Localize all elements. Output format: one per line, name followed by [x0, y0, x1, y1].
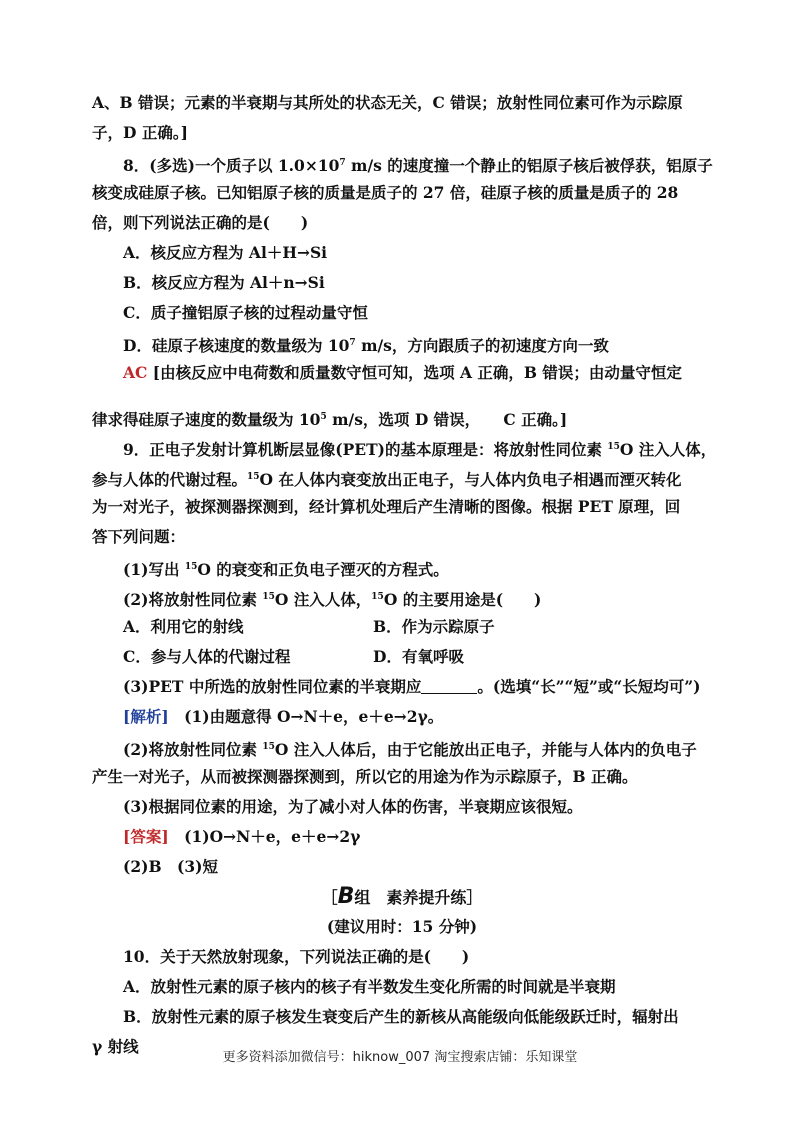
jiexi-sup: 15	[262, 742, 275, 752]
section-title: 组 素养提升练	[354, 888, 467, 907]
section-b-heading	[92, 882, 712, 912]
section-bracket-left: ［	[321, 888, 338, 907]
q9-stem-2b: O 在人体内衰变放出正电子，与人体内负电子相遇而湮灭转化	[259, 470, 682, 489]
q8-answer-line-2	[92, 402, 712, 432]
q9-options-cd	[92, 642, 712, 672]
q8-answer-line-1	[92, 358, 712, 388]
prev-answer-text-2: 子，D 正确。]	[92, 123, 188, 142]
q8-stem-line-3	[92, 208, 712, 238]
q8-option-d	[92, 328, 712, 358]
q9-option-c: C．参与人体的代谢过程	[123, 647, 291, 666]
q9-options-ab	[92, 612, 712, 642]
jiexi-text-2b: O 注入人体后，由于它能放出正电子，并能与人体内的负电子	[274, 740, 697, 759]
q10-option-b-line-1	[92, 1002, 712, 1032]
q8-stem-line-1	[92, 148, 712, 178]
q8-option-b	[92, 268, 712, 298]
q8-option-c	[92, 298, 712, 328]
q9-stem-line-1	[92, 432, 717, 462]
q8-option-d-sup: 7	[349, 338, 356, 348]
q9-sub-1-sup: 15	[184, 562, 198, 572]
q10-option-a	[92, 972, 712, 1002]
jiexi-text-2a: (2)将放射性同位素	[123, 740, 263, 759]
q9-sub-3a: (3)PET 中所选的放射性同位素的半衰期应	[123, 677, 422, 696]
page-footer	[0, 1046, 800, 1065]
q9-stem-2-sup: 15	[247, 472, 260, 482]
q9-daan-line-2	[92, 852, 712, 882]
jiexi-label: [解析]	[123, 707, 169, 726]
q9-stem-1-sup: 15	[607, 442, 620, 452]
q9-sub-2a: (2)将放射性同位素	[123, 590, 263, 609]
q8-answer-text-2a: 律求得硅原子速度的数量级为 10	[92, 410, 321, 429]
daan-label: [答案]	[123, 827, 169, 846]
q8-stem-1-sup: 7	[339, 158, 346, 168]
q9-option-d: D．有氧呼吸	[373, 647, 464, 666]
footer-text: 更多资料添加微信号：hiknow_007 淘宝搜索店铺：乐知课堂	[222, 1050, 578, 1065]
q9-sub-2-sup-2: 15	[371, 592, 384, 602]
jiexi-text-4: (3)根据同位素的用途，为了减小对人体的伤害，半衰期应该很短。	[123, 797, 583, 816]
q9-sub-2c: O 的主要用途是( )	[383, 590, 542, 609]
answer-blank	[421, 679, 477, 694]
q9-jiexi-line-2	[92, 732, 712, 762]
jiexi-text-3: 产生一对光子，从而被探测器探测到，所以它的用途为作为示踪原子，B 正确。	[92, 767, 638, 786]
document-page	[92, 88, 717, 1062]
q9-jiexi-line-3	[92, 762, 712, 792]
q9-stem-3: 为一对光子，被探测器探测到，经计算机处理后产生清晰的图像。根据 PET 原理，回	[92, 497, 681, 516]
q9-stem-1b: O 注入人体，	[619, 440, 717, 459]
q10-stem	[92, 942, 712, 972]
q9-sub-1	[92, 552, 712, 582]
q8-option-a	[92, 238, 712, 268]
q8-option-d-text-a: D．硅原子核速度的数量级为 10	[123, 336, 350, 355]
q8-option-d-text-b: m/s，方向跟质子的初速度方向一致	[355, 336, 609, 355]
prev-answer-line-1	[92, 88, 712, 118]
q9-sub-1b: O 的衰变和正负电子湮灭的方程式。	[197, 560, 449, 579]
q8-option-a-text: A．核反应方程为 Al＋H→Si	[123, 243, 328, 262]
q9-stem-2a: 参与人体的代谢过程。	[92, 470, 248, 489]
jiexi-text-1: (1)由题意得 O→N＋e，e＋e→2γ。	[168, 707, 444, 726]
q8-answer-label: AC	[123, 363, 148, 382]
q9-sub-3b: 。(选填“长”“短”或“长短均可”)	[477, 677, 701, 696]
q8-answer-text-2b: m/s，选项 D 错误， C 正确。]	[326, 410, 568, 429]
q8-option-c-text: C．质子撞铝原子核的过程动量守恒	[123, 303, 368, 322]
q9-stem-1a: 9．正电子发射计算机断层显像(PET)的基本原理是：将放射性同位素	[123, 440, 608, 459]
q8-stem-2: 核变成硅原子核。已知铝原子核的质量是质子的 27 倍，硅原子核的质量是质子的 28	[92, 183, 679, 202]
suggested-time: (建议用时：15 分钟)	[326, 917, 478, 936]
q10-option-b-text-1: B．放射性元素的原子核发生衰变后产生的新核从高能级向低能级跃迁时，辐射出	[123, 1007, 679, 1026]
prev-answer-text-1: A、B 错误；元素的半衰期与其所处的状态无关，C 错误；放射性同位素可作为示踪原	[92, 93, 683, 112]
q9-sub-2	[92, 582, 712, 612]
q8-stem-1b: m/s 的速度撞一个静止的铝原子核后被俘获，铝原子	[345, 156, 713, 175]
section-bracket-right: ］	[466, 888, 483, 907]
q10-option-a-text: A．放射性元素的原子核内的核子有半数发生变化所需的时间就是半衰期	[123, 977, 616, 996]
q9-jiexi-line-1	[92, 702, 712, 732]
q9-stem-line-4	[92, 522, 712, 552]
section-b-time	[92, 912, 712, 942]
daan-text-2: (2)B (3)短	[123, 857, 219, 876]
q9-sub-2b: O 注入人体，	[274, 590, 372, 609]
q9-jiexi-line-4	[92, 792, 712, 822]
section-letter: B	[337, 884, 355, 909]
q9-daan-line-1	[92, 822, 712, 852]
q8-answer-sup: 5	[320, 412, 327, 422]
q10-stem-text: 10．关于天然放射现象，下列说法正确的是( )	[123, 947, 470, 966]
q9-stem-4: 答下列问题：	[92, 527, 186, 546]
q10-option-b-text-2: γ 射线	[92, 1037, 139, 1056]
q8-stem-1a: 8．(多选)一个质子以 1.0×10	[123, 156, 340, 175]
q8-stem-3: 倍，则下列说法正确的是( )	[92, 213, 309, 232]
q8-answer-text-1: [由核反应中电荷数和质量数守恒可知，选项 A 正确，B 错误；由动量守恒定	[152, 363, 682, 382]
q9-option-a: A．利用它的射线	[123, 617, 244, 636]
q9-stem-line-3	[92, 492, 712, 522]
daan-text-1: (1)O→N＋e，e＋e→2γ	[168, 827, 361, 846]
q9-stem-line-2	[92, 462, 712, 492]
prev-answer-line-2	[92, 118, 712, 148]
q8-stem-line-2	[92, 178, 712, 208]
q9-sub-1a: (1)写出	[123, 560, 185, 579]
q9-sub-3	[92, 672, 712, 702]
q9-option-b: B．作为示踪原子	[373, 617, 495, 636]
q9-sub-2-sup-1: 15	[262, 592, 275, 602]
q8-option-b-text: B．核反应方程为 Al＋n→Si	[123, 273, 325, 292]
